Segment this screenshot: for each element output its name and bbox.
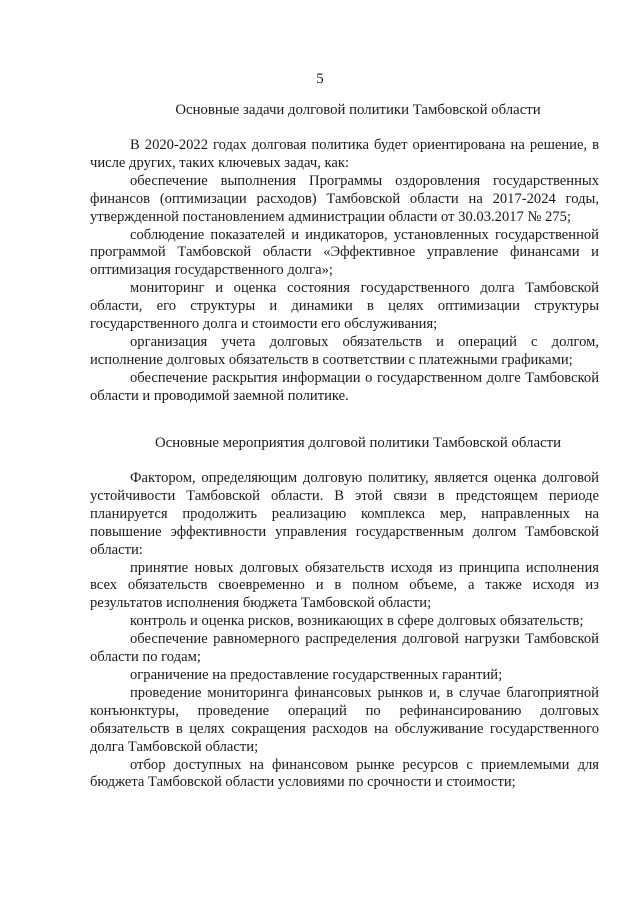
paragraph: отбор доступных на финансовом рынке ресурсов с приемлемыми для бюджета Тамбовской области условиями по срочности и стоимости; xyxy=(90,756,599,791)
paragraph: организация учета долговых обязательств и операций с долгом, исполнение долговых обязательств в соответствии с платежными графиками; xyxy=(90,333,599,368)
section-body-tasks xyxy=(90,137,599,406)
paragraph: принятие новых долговых обязательств исходя из принципа исполнения всех обязательств своевременно и в полном объеме, а также исходя из результатов исполнения бюджета Тамбовской области; xyxy=(90,559,599,612)
section-heading-tasks: Основные задачи долговой политики Тамбовской области xyxy=(175,102,541,118)
section-heading-measures: Основные мероприятия долговой политики Тамбовской области xyxy=(155,435,561,451)
paragraph: Фактором, определяющим долговую политику, является оценка долговой устойчивости Тамбовской области. В этой связи в предстоящем периоде планируется продолжить реализацию комплекса мер, направленных на повышение эффективности управления государственным долгом Тамбовской области: xyxy=(90,470,599,558)
paragraph: проведение мониторинга финансовых рынков и, в случае благоприятной конъюнктуры, проведение операций по рефинансированию долговых обязательств в целях сокращения расходов на обслуживание государственного долга Тамбовской области; xyxy=(90,684,599,755)
paragraph: обеспечение равномерного распределения долговой нагрузки Тамбовской области по годам; xyxy=(90,631,599,666)
paragraph: В 2020-2022 годах долговая политика будет ориентирована на решение, в числе других, таких ключевых задач, как: xyxy=(90,137,599,171)
paragraph: обеспечение выполнения Программы оздоровления государственных финансов (оптимизации расходов) Тамбовской области на 2017-2024 годы, утвержденной постановлением администрации области от 30.03.2017 № 275; xyxy=(90,172,599,225)
paragraph: контроль и оценка рисков, возникающих в сфере долговых обязательств; xyxy=(130,613,584,630)
paragraph: мониторинг и оценка состояния государственного долга Тамбовской области, его структуры и динамики в целях оптимизации структуры государственного долга и стоимости его обслуживания; xyxy=(90,280,599,333)
paragraph: соблюдение показателей и индикаторов, установленных государственной программой Тамбовской области «Эффективное управление финансами и оптимизация государственного долга»; xyxy=(90,226,599,279)
page-number: 5 xyxy=(316,71,324,87)
section-body-measures xyxy=(90,470,599,792)
paragraph: ограничение на предоставление государственных гарантий; xyxy=(130,666,503,683)
paragraph: обеспечение раскрытия информации о государственном долге Тамбовской области и проводимой заемной политике. xyxy=(90,369,599,404)
